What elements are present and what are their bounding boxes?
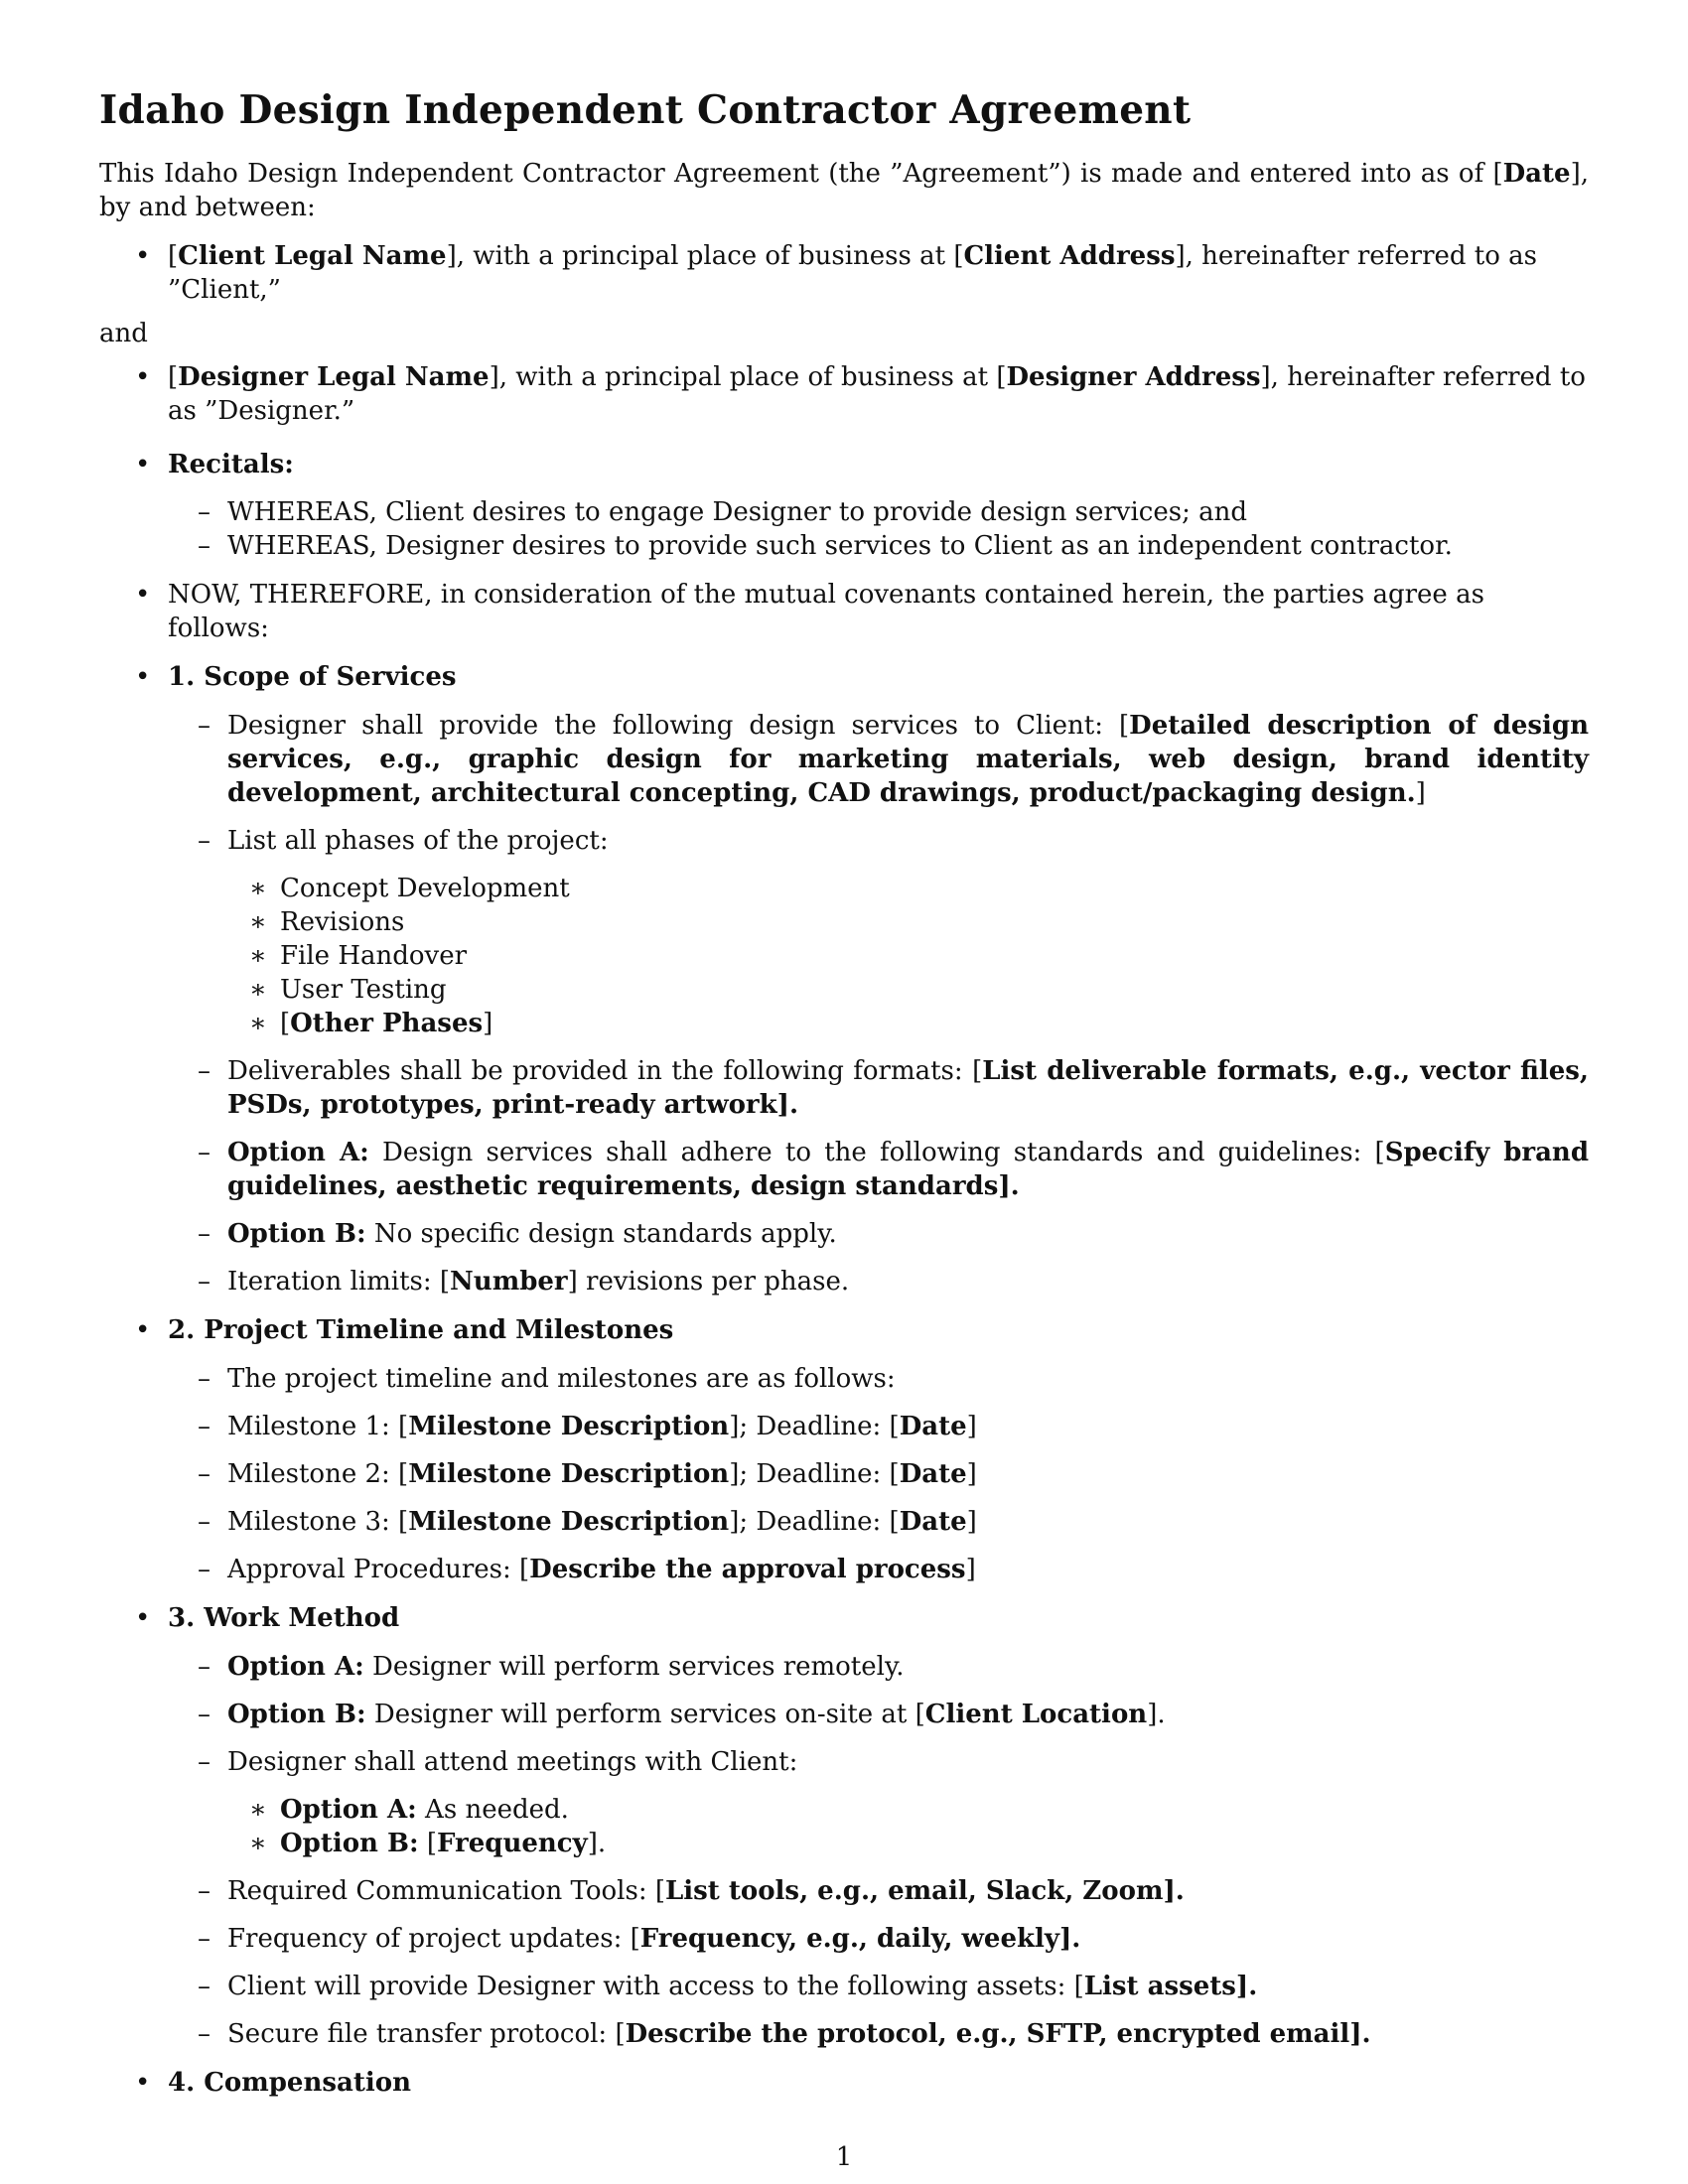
approval-placeholder: Describe the approval process	[529, 1555, 966, 1584]
services-placeholder: Detailed description of design services, e.g., graphic design for marketing materials, web design, brand identity development, architectural concepting, CAD drawings, product/packaging design.	[227, 711, 1589, 808]
timeline-list	[168, 1362, 1589, 1586]
meeting-option-b: ∗ Option B: [Frequency].	[227, 1827, 1589, 1860]
section-heading: 1. Scope of Services	[168, 662, 457, 692]
intro-paragraph: This Idaho Design Independent Contractor Agreement (the ”Agreement”) is made and entered into as of [Date], by and between:	[99, 159, 1589, 222]
work-option-a: – Option A: Designer will perform services remotely.	[168, 1650, 1589, 1684]
file-transfer-item: – Secure file transfer protocol: [Describe the protocol, e.g., SFTP, encrypted email].	[168, 2017, 1589, 2051]
date-placeholder: Date	[1502, 159, 1571, 189]
section-heading: 2. Project Timeline and Milestones	[168, 1315, 674, 1345]
timeline-lead: – The project timeline and milestones are as follows:	[168, 1362, 1589, 1396]
standards-option-a: – Option A: Design services shall adhere to the following standards and guidelines: [Specify brand guidelines, aesthetic requirements, design standards].	[168, 1136, 1589, 1203]
main-list	[99, 360, 1589, 2100]
updates-item: – Frequency of project updates: [Frequency, e.g., daily, weekly].	[168, 1922, 1589, 1956]
services-item: – Designer shall provide the following design services to Client: [Detailed description of design services, e.g., graphic design for marketing materials, web design, brand identity development, architectural concepting, CAD drawings, product/packaging design.]	[168, 709, 1589, 810]
tools-placeholder: List tools, e.g., email, Slack, Zoom].	[665, 1876, 1185, 1906]
client-location-placeholder: Client Location	[924, 1700, 1148, 1729]
designer-name-placeholder: Designer Legal Name	[178, 362, 490, 392]
standards-placeholder: Specify brand guidelines, aesthetic requirements, design standards].	[227, 1138, 1590, 1201]
designer-address-placeholder: Designer Address	[1006, 362, 1261, 392]
section-scope-of-services	[99, 660, 1589, 1298]
scope-list	[168, 709, 1589, 1298]
section-timeline	[99, 1313, 1589, 1586]
recitals-list	[168, 495, 1589, 563]
phase-item: ∗ User Testing	[227, 973, 1589, 1007]
phase-item: ∗ File Handover	[227, 939, 1589, 973]
work-option-b: – Option B: Designer will perform services on-site at [Client Location].	[168, 1698, 1589, 1731]
milestone-item: – Milestone 2: [Milestone Description]; Deadline: [Date]	[168, 1457, 1589, 1491]
deliverables-placeholder: List deliverable formats, e.g., vector files, PSDs, prototypes, print-ready artwork].	[227, 1056, 1589, 1120]
recital-item: – WHEREAS, Client desires to engage Designer to provide design services; and	[168, 495, 1589, 529]
section-heading: 4. Compensation	[168, 2068, 411, 2098]
other-phases-placeholder: Other Phases	[290, 1009, 484, 1038]
recitals-heading: Recitals:	[168, 450, 294, 479]
meetings-options-list	[227, 1793, 1589, 1860]
phases-list	[227, 872, 1589, 1040]
updates-placeholder: Frequency, e.g., daily, weekly].	[639, 1924, 1081, 1954]
phase-item: ∗ Concept Development	[227, 872, 1589, 905]
meeting-option-a: ∗ Option A: As needed.	[227, 1793, 1589, 1827]
communication-tools-item: – Required Communication Tools: [List tools, e.g., email, Slack, Zoom].	[168, 1874, 1589, 1908]
client-address-placeholder: Client Address	[963, 241, 1176, 271]
now-therefore-clause: • NOW, THEREFORE, in consideration of the mutual covenants contained herein, the parties agree as follows:	[99, 578, 1589, 645]
recital-item: – WHEREAS, Designer desires to provide such services to Client as an independent contractor.	[168, 529, 1589, 563]
phase-item: ∗ [Other Phases]	[227, 1007, 1589, 1040]
meetings-item: – Designer shall attend meetings with Client: ∗ Option A: As needed. ∗ Option B: [Frequency].	[168, 1745, 1589, 1860]
frequency-placeholder: Frequency	[437, 1829, 588, 1858]
milestone-item: – Milestone 3: [Milestone Description]; Deadline: [Date]	[168, 1505, 1589, 1539]
client-party: • [Client Legal Name], with a principal place of business at [Client Address], hereinafter referred to as ”Client,”	[99, 239, 1589, 307]
iteration-item: – Iteration limits: [Number] revisions per phase.	[168, 1265, 1589, 1298]
standards-option-b: – Option B: No specific design standards apply.	[168, 1217, 1589, 1251]
milestone-item: – Milestone 1: [Milestone Description]; Deadline: [Date]	[168, 1410, 1589, 1443]
document-title: Idaho Design Independent Contractor Agreement	[99, 87, 1192, 133]
recitals-section	[99, 448, 1589, 563]
approval-item: – Approval Procedures: [Describe the approval process]	[168, 1553, 1589, 1586]
phase-item: ∗ Revisions	[227, 905, 1589, 939]
assets-item: – Client will provide Designer with access to the following assets: [List assets].	[168, 1970, 1589, 2003]
and-connector: and	[99, 319, 148, 348]
transfer-placeholder: Describe the protocol, e.g., SFTP, encrypted email].	[625, 2019, 1371, 2049]
work-method-list	[168, 1650, 1589, 2051]
assets-placeholder: List assets].	[1083, 1972, 1258, 2001]
document-page	[99, 87, 1589, 2100]
iteration-placeholder: Number	[450, 1267, 568, 1297]
section-compensation	[99, 2066, 1589, 2100]
section-heading: 3. Work Method	[168, 1603, 400, 1633]
phases-item: – List all phases of the project: ∗ Concept Development ∗ Revisions ∗ File Handover ∗ User Testing ∗ [Other Phases]	[168, 824, 1589, 1040]
section-work-method	[99, 1601, 1589, 2051]
client-party-list	[99, 239, 1589, 307]
page-number: 1	[835, 2142, 853, 2172]
designer-party: • [Designer Legal Name], with a principal place of business at [Designer Address], hereinafter referred to as ”Designer.”	[99, 360, 1589, 428]
deliverables-item: – Deliverables shall be provided in the following formats: [List deliverable formats, e.g., vector files, PSDs, prototypes, print-ready artwork].	[168, 1054, 1589, 1122]
client-name-placeholder: Client Legal Name	[178, 241, 447, 271]
